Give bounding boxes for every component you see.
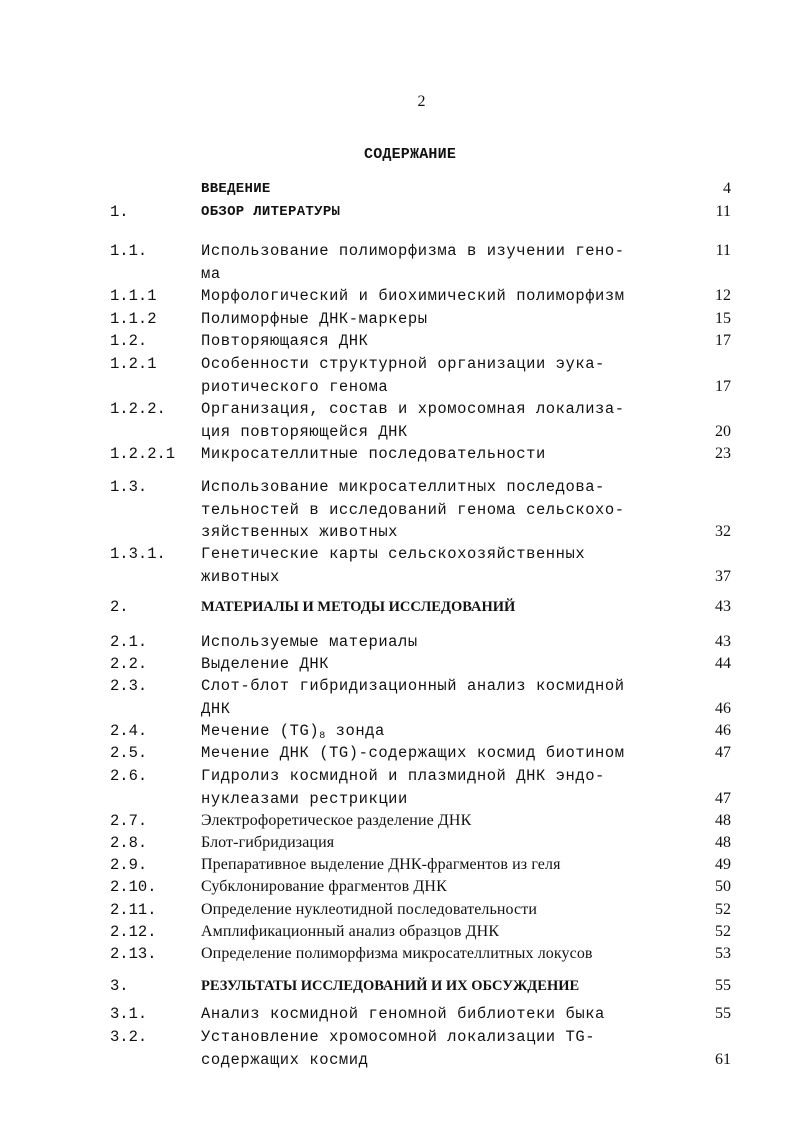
toc-entry-number: 3.2. (110, 1028, 148, 1046)
toc-entry-page: 48 (715, 812, 731, 829)
toc-entry-number: 1.3.1. (110, 545, 166, 563)
toc-entry-title: РЕЗУЛЬТАТЫ ИССЛЕДОВАНИЙ И ИХ ОБСУЖДЕНИЕ (201, 978, 580, 994)
toc-entry-page: 43 (715, 598, 731, 615)
toc-entry-page: 61 (715, 1050, 731, 1068)
toc-entry-number: 1.1.1 (110, 287, 157, 305)
toc-entry-page: 17 (715, 377, 731, 395)
toc-entry-title: Полиморфные ДНК-маркеры (201, 310, 428, 328)
toc-entry-title-line: риотического генома (201, 377, 389, 396)
toc-entry-title: Повторяющаяся ДНК (201, 332, 369, 350)
toc-entry-title: Используемые материалы (201, 633, 418, 651)
toc-entry-number: 2.9. (110, 856, 148, 874)
toc-entry-number: 2.8. (110, 834, 148, 852)
toc-entry-title-line: содержащих космид (201, 1050, 369, 1069)
toc-entry-title: Определение нуклеотидной последовательности (201, 901, 537, 918)
toc-entry-title-line: зяйственных животных (201, 523, 399, 541)
toc-entry-number: 3.1. (110, 1005, 148, 1023)
toc-entry-page: 52 (715, 901, 731, 918)
toc-entry-page: 43 (715, 633, 731, 650)
toc-entry-number: 2.2. (110, 655, 148, 673)
toc-entry-page: 55 (715, 1005, 731, 1022)
toc-entry-page: 37 (715, 567, 731, 585)
toc-entry-title-line: Использование микросателлитных последова- (201, 478, 605, 496)
toc-title: СОДЕРЖАНИЕ (364, 146, 457, 163)
toc-entry-title: Субклонирование фрагментов ДНК (201, 878, 447, 895)
toc-entry-page: 11 (715, 242, 731, 259)
toc-entry-title: ОБЗОР ЛИТЕРАТУРЫ (201, 204, 341, 220)
toc-entry-title-line: Гидролиз космидной и плазмидной ДНК эндо- (201, 767, 605, 785)
toc-entry-number: 1.1.2 (110, 310, 157, 328)
subscript: 8 (319, 731, 326, 742)
toc-entry-number: 2.1. (110, 633, 148, 651)
toc-entry-number: 1.3. (110, 478, 148, 496)
toc-entry-number: 2.4. (110, 722, 148, 740)
toc-entry-number: 2.11. (110, 901, 157, 919)
toc-entry-title-line: Слот-блот гибридизационный анализ космидной (201, 677, 625, 695)
toc-entry-page: 46 (715, 699, 731, 717)
toc-entry-page: 47 (715, 744, 731, 761)
toc-entry-title-line: Установление хромосомной локализации TG- (201, 1028, 596, 1046)
toc-entry-title-line: животных (201, 567, 280, 586)
toc-entry-page: 46 (715, 722, 731, 739)
toc-entry-number: 1.2.1 (110, 355, 157, 373)
toc-entry-title: Блот-гибридизация (201, 834, 335, 851)
toc-entry-title: Выделение ДНК (201, 655, 330, 673)
toc-entry-title: Мечение ДНК (TG)-содержащих космид биотином (201, 744, 625, 762)
toc-entry-title-line: Особенности структурной организации эука- (201, 355, 605, 373)
toc-entry-title-line: ма (201, 264, 221, 283)
toc-entry-number: 1.2.2.1 (110, 445, 176, 463)
toc-entry-page: 23 (715, 445, 731, 462)
toc-entry-number: 2.3. (110, 677, 148, 695)
toc-entry-page: 44 (715, 655, 731, 672)
toc-entry-number: 2. (110, 598, 129, 616)
toc-entry-number: 1.2.2. (110, 400, 166, 418)
toc-entry-number: 2.5. (110, 744, 148, 762)
toc-entry-page: 52 (715, 923, 731, 940)
toc-entry-number: 2.12. (110, 923, 157, 941)
toc-entry-number: 2.13. (110, 945, 157, 963)
toc-entry-page: 53 (715, 945, 731, 962)
toc-entry-number: 1.2. (110, 332, 148, 350)
toc-entry-page: 32 (715, 523, 731, 540)
toc-entry-title: Микросателлитные последовательности (201, 445, 546, 463)
toc-entry-title: ВВЕДЕНИЕ (201, 181, 271, 197)
page-number: 2 (417, 93, 426, 110)
toc-entry-title-line: Генетические карты сельскохозяйственных (201, 545, 586, 563)
toc-entry-page: 55 (715, 977, 731, 994)
toc-entry-title-line: нуклеазами рестрикции (201, 789, 408, 808)
toc-entry-page: 15 (715, 310, 731, 327)
toc-entry-page: 12 (715, 287, 731, 304)
toc-entry-title-line: тельностей в исследований генома сельскохо- (201, 500, 625, 519)
toc-entry-title: Морфологический и биохимический полиморфизм (201, 287, 625, 305)
toc-entry-title-line: ДНК (201, 699, 231, 718)
toc-entry-title: Препаративное выделение ДНК-фрагментов из геля (201, 856, 561, 873)
toc-entry-page: 48 (715, 834, 731, 851)
toc-entry-page: 20 (715, 422, 731, 440)
toc-entry-number: 1.1. (110, 242, 148, 260)
toc-entry-number: 1. (110, 203, 129, 221)
toc-entry-number: 2.7. (110, 812, 148, 830)
toc-entry-number: 2.10. (110, 878, 157, 896)
toc-entry-page: 49 (715, 856, 731, 873)
toc-entry-title-line: Организация, состав и хромосомная локализа- (201, 400, 625, 418)
toc-entry-title: Анализ космидной геномной библиотеки быка (201, 1005, 605, 1023)
toc-entry-page: 11 (715, 203, 731, 220)
toc-entry-title: Электрофоретическое разделение ДНК (201, 812, 472, 829)
toc-entry-title-line: ция повторяющейся ДНК (201, 422, 408, 441)
toc-entry-number: 2.6. (110, 767, 148, 785)
toc-entry-title: МАТЕРИАЛЫ И МЕТОДЫ ИССЛЕДОВАНИЙ (201, 599, 516, 615)
toc-entry-page: 17 (715, 332, 731, 349)
toc-entry-title: Определение полиморфизма микросателлитных локусов (201, 945, 593, 962)
toc-entry-title-line: Использование полиморфизма в изучении гено- (201, 242, 625, 260)
toc-entry-title-part: зонда (325, 722, 385, 740)
toc-entry-page: 47 (715, 789, 731, 807)
toc-entry-page: 4 (723, 180, 731, 197)
toc-entry-title: Амплификационный анализ образцов ДНК (201, 923, 500, 940)
toc-entry-number: 3. (110, 977, 129, 995)
toc-entry-title-part: Мечение (TG) (201, 722, 320, 740)
toc-entry-page: 50 (715, 878, 731, 895)
